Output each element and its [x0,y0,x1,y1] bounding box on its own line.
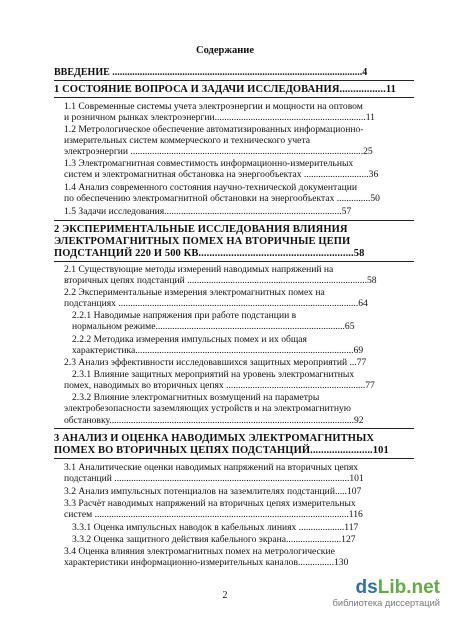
toc-entry-3-1[interactable]: 3.1 Аналитические оценки наводимых напряжений на вторичных цепях [64,462,359,473]
divider [54,220,414,221]
toc-chapter-2-cont: ПОДСТАНЦИЙ 220 И 500 КВ.........................................................58 [54,248,365,259]
toc-chapter-1[interactable]: 1 СОСТОЯНИЕ ВОПРОСА И ЗАДАЧИ ИССЛЕДОВАНИЯ.................11 [54,84,396,95]
logo-lib: Lib [377,577,407,598]
toc-entry-2-2-1[interactable]: 2.2.1 Наводимые напряжения при работе подстанции в [72,310,297,321]
divider [54,428,414,429]
toc-entry-3-3-1[interactable]: 3.3.1 Оценка импульсных наводок в кабельных линиях ...................117 [72,522,359,533]
logo-ds: ds [355,577,378,598]
divider [54,97,414,98]
toc-entry-2-3-2-cont: электробезопасности заземляющих устройств и на электромагнитную [64,403,351,414]
toc-entry-3-2[interactable]: 3.2 Анализ импульсных потенциалов на заземлителях подстанций.....107 [64,486,362,497]
toc-entry-1-2-cont: электроэнергии .................................................................................................25 [64,146,373,157]
toc-entry-3-1-cont: подстанций ..................................................................................................101 [64,473,364,484]
page-number: 2 [222,590,228,601]
toc-entry-2-1-cont: вторичных цепях подстанций ...........................................................................58 [64,275,377,286]
toc-entry-2-2-1-cont: нормальном режиме...............................................................................65 [72,321,355,332]
toc-entry-1-4[interactable]: 1.4 Анализ современного состояния научно-технической документации [64,182,357,193]
toc-entry-2-3-1[interactable]: 2.3.1 Влияние защитных мероприятий на уровень электромагнитных [72,369,355,380]
toc-entry-1-3-cont: систем и электромагнитная обстановка на энергообъектах ...........................36 [64,169,379,180]
toc-entry-1-2-cont: измерительных систем коммерческого и технического учета [64,135,311,146]
toc-entry-2-2-cont: подстанциях ....................................................................................................64 [64,298,368,309]
toc-entry-3-3[interactable]: 3.3 Расчёт наводимых напряжений на вторичных цепях измерительных [64,498,356,509]
toc-chapter-3-cont: ПОМЕХ ВО ВТОРИЧНЫХ ЦЕПЯХ ПОДСТАНЦИЙ.......................101 [54,445,389,456]
toc-entry-2-3[interactable]: 2.3 Анализ эффективности исследовавшихся защитных мероприятий ...77 [64,357,367,368]
toc-entry-3-3-2[interactable]: 3.3.2 Оценка защитного действия кабельного экрана.......................127 [72,534,356,545]
watermark-subtitle: библиотека диссертаций [332,598,440,608]
divider [54,458,414,459]
dslib-watermark [310,578,440,614]
toc-entry-2-1[interactable]: 2.1 Существующие методы измерений наводимых напряжений на [64,264,334,275]
toc-entry-2-3-2-cont: обстановку......................................................................................................92 [64,415,364,426]
contents-title: Содержание [196,45,254,56]
toc-entry-2-2-2[interactable]: 2.2.2 Методика измерения импульсных помех и их общая [72,334,307,345]
toc-entry-3-4[interactable]: 3.4 Оценка влияния электромагнитных помех на метрологические [64,546,335,557]
logo-net: .net [406,577,440,598]
divider [54,261,414,262]
toc-entry-2-3-1-cont: помех, наводимых во вторичных цепях ..........................................................77 [64,380,375,391]
toc-entry-3-4-cont: характеристики информационно-измерительных каналов...............130 [64,557,349,568]
toc-entry-1-1-cont: и розничном рынках электроэнергии...............................................................11 [64,112,375,123]
toc-entry-2-2[interactable]: 2.2 Экспериментальные измерения электромагнитных помех на [64,287,325,298]
divider [54,80,414,81]
toc-entry-2-2-2-cont: характеристика...........................................................................................69 [72,345,364,356]
toc-entry-3-3-cont: систем ..........................................................................................................116 [64,509,363,520]
toc-entry-introduction[interactable]: ВВЕДЕНИЕ ....................................................................................................4 [54,67,368,78]
toc-chapter-2[interactable]: 2 ЭКСПЕРИМЕНТАЛЬНЫЕ ИССЛЕДОВАНИЯ ВЛИЯНИЯ [54,224,348,235]
toc-chapter-3[interactable]: 3 АНАЛИЗ И ОЦЕНКА НАВОДИМЫХ ЭЛЕКТРОМАГНИТНЫХ [54,433,375,444]
toc-entry-1-1[interactable]: 1.1 Современные системы учета электроэнергии и мощности на оптовом [64,101,363,112]
toc-entry-2-3-2[interactable]: 2.3.2 Влияние электромагнитных возмущений на параметры [72,392,320,403]
toc-chapter-2-cont: ЭЛЕКТРОМАГНИТНЫХ ПОМЕХ НА ВТОРИЧНЫЕ ЦЕПИ [54,236,351,247]
toc-entry-1-3[interactable]: 1.3 Электромагнитная совместимость информационно-измерительных [64,158,354,169]
toc-entry-1-2[interactable]: 1.2 Метрологическое обеспечение автоматизированных информационно- [64,124,364,135]
toc-entry-1-4-cont: по обеспечению электромагнитной обстановки на энергообъектах ..............50 [64,193,380,204]
toc-entry-1-5[interactable]: 1.5 Задачи исследования..........................................................................57 [64,206,352,217]
dslib-logo [310,578,440,598]
